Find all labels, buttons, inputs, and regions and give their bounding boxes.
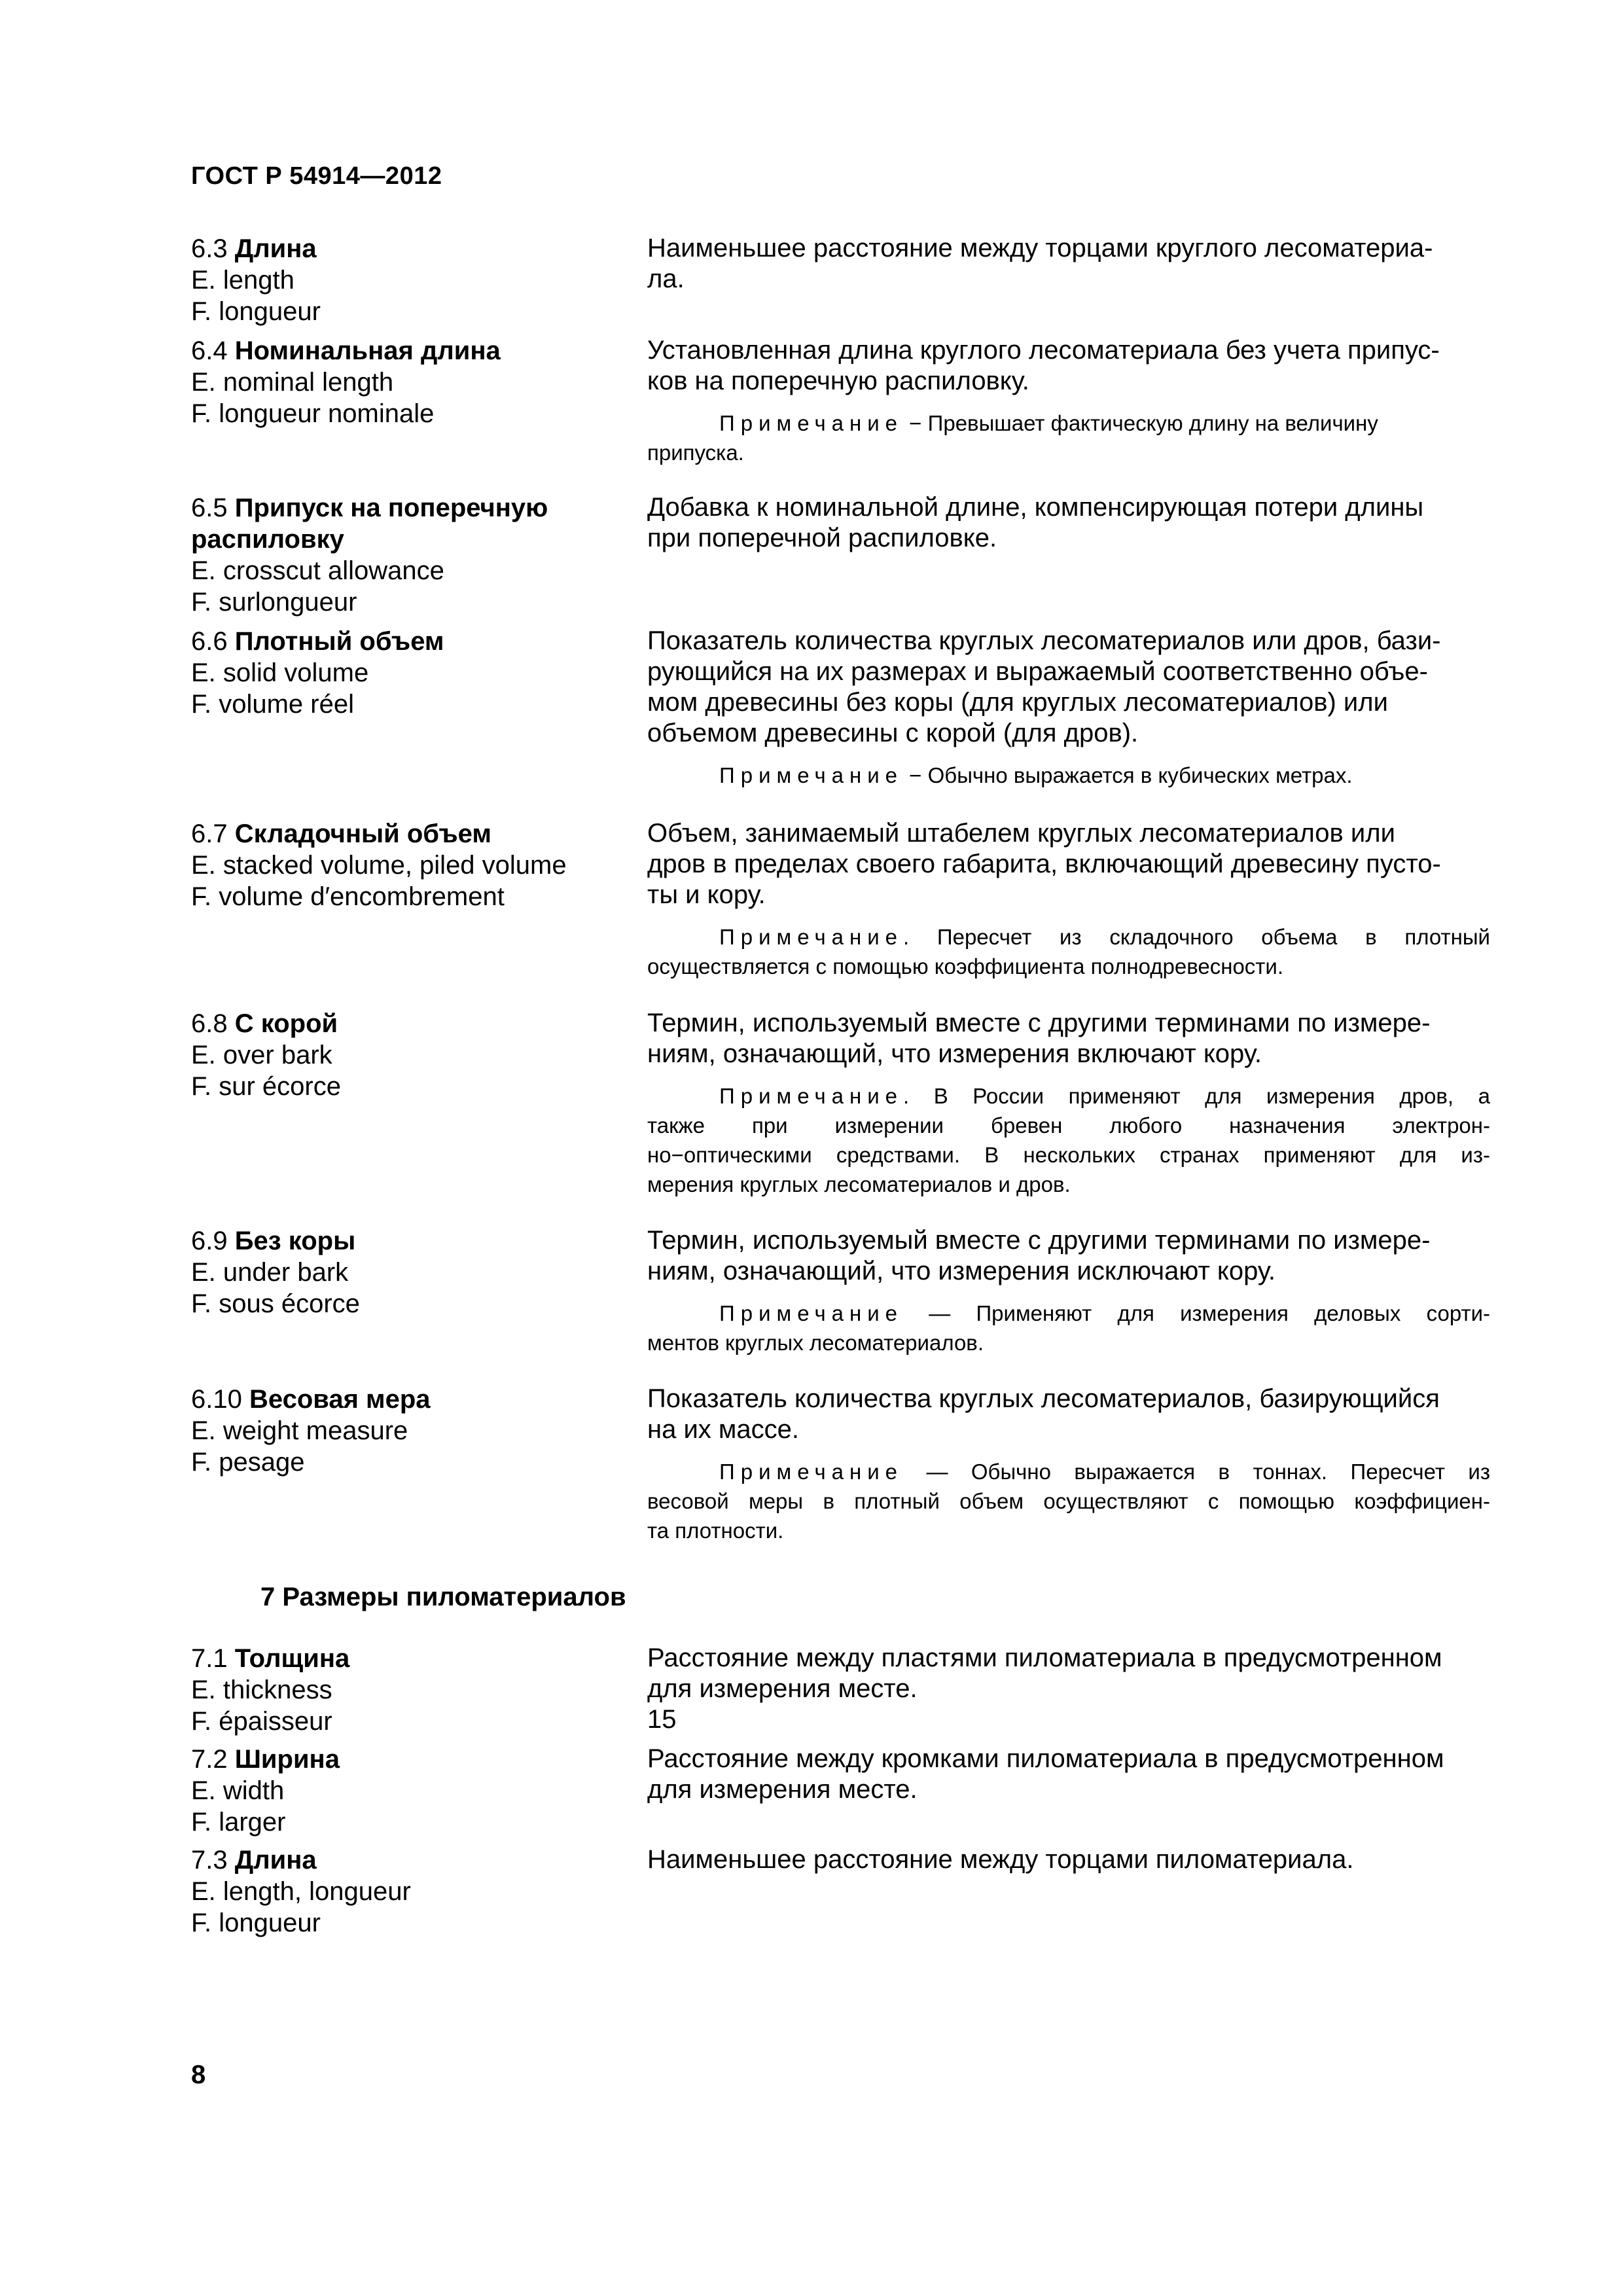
note — [647, 922, 1490, 981]
term-block — [191, 818, 623, 912]
definition-line: для измерения месте. — [647, 1674, 918, 1703]
note-text: — Применяют для измерения деловых сорти- — [903, 1301, 1490, 1325]
term-number: 7.3 — [191, 1846, 228, 1874]
term-name: Припуск на поперечную — [234, 493, 548, 522]
term-block — [191, 1384, 623, 1478]
section-heading: 7 Размеры пиломатериалов — [260, 1583, 626, 1611]
definition-line: на их массе. — [647, 1415, 800, 1444]
term-french: F. sous écorce — [191, 1289, 360, 1318]
note-text: . Пересчет из складочного объема в плотный — [903, 925, 1490, 949]
term-number: 6.8 — [191, 1009, 228, 1038]
term-english: E. length, longueur — [191, 1877, 411, 1906]
note-line: осуществляется с помощью коэффициента полнодревесности. — [647, 954, 1284, 978]
note — [647, 1457, 1490, 1545]
definition-line: Показатель количества круглых лесоматериалов или дров, бази- — [647, 626, 1441, 655]
term-number: 6.4 — [191, 336, 228, 365]
definition-line: Расстояние между кромками пиломатериала в предусмотренном — [647, 1744, 1444, 1773]
term-french: F. surlongueur — [191, 588, 357, 617]
term-english: E. solid volume — [191, 658, 369, 687]
term-french: F. sur écorce — [191, 1072, 341, 1101]
term-name: Длина — [234, 234, 317, 263]
term-block — [191, 492, 623, 618]
term-french: F. larger — [191, 1808, 286, 1837]
term-name: Номинальная длина — [234, 336, 501, 365]
term-english: E. under bark — [191, 1258, 349, 1287]
term-number: 6.6 — [191, 627, 228, 656]
definition-line: Термин, используемый вместе с другими терминами по измере- — [647, 1009, 1431, 1037]
note-line: та плотности. — [647, 1518, 784, 1543]
term-french: F. volume réel — [191, 690, 354, 719]
term-block — [191, 1225, 623, 1319]
term-french: F. longueur — [191, 297, 321, 326]
term-name: Толщина — [234, 1644, 350, 1673]
term-number: 6.3 — [191, 234, 228, 263]
definition-line: 15 — [647, 1705, 677, 1734]
term-block — [191, 1643, 623, 1737]
term-name: Без коры — [234, 1227, 356, 1255]
term-name: Плотный объем — [234, 627, 444, 656]
term-definition — [647, 1844, 1490, 1875]
note-text: − Обычно выражается в кубических метрах. — [903, 763, 1353, 787]
note — [647, 408, 1490, 467]
definition-line: Наименьшее расстояние между торцами пиломатериала. — [647, 1845, 1354, 1874]
note-line: но−оптическими средствами. В нескольких странах применяют для из- — [647, 1143, 1490, 1167]
note-label: Примечание — [719, 763, 904, 787]
term-english: E. width — [191, 1776, 285, 1805]
term-block — [191, 1844, 623, 1939]
note-line: также при измерении бревен любого назначения электрон- — [647, 1113, 1490, 1138]
term-english: E. thickness — [191, 1676, 332, 1704]
definition-line: ты и кору. — [647, 880, 766, 909]
note-label: Примечание — [719, 1084, 904, 1108]
term-block — [191, 1008, 623, 1102]
term-block — [191, 233, 623, 327]
definition-line: мом древесины без коры (для круглых лесоматериалов) или — [647, 688, 1388, 717]
definition-line: для измерения месте. — [647, 1775, 918, 1804]
note-text: — Обычно выражается в тоннах. Пересчет из — [903, 1460, 1490, 1484]
note-line: весовой меры в плотный объем осуществляют с помощью коэффициен- — [647, 1489, 1490, 1513]
note-label: Примечание — [719, 411, 904, 435]
term-definition — [647, 1643, 1490, 1735]
page-number: 8 — [191, 2060, 206, 2089]
term-name: Длина — [234, 1846, 317, 1874]
term-french: F. épaisseur — [191, 1707, 332, 1736]
term-english: E. length — [191, 266, 294, 295]
term-block — [191, 1744, 623, 1838]
term-definition — [647, 1008, 1490, 1199]
definition-line: Установленная длина круглого лесоматериала без учета припус- — [647, 336, 1440, 365]
term-definition — [647, 335, 1490, 467]
note-line: мерения круглых лесоматериалов и дров. — [647, 1172, 1071, 1196]
note-text: . В России применяют для измерения дров, а — [903, 1084, 1490, 1108]
note-line: припуска. — [647, 440, 744, 465]
note-text: − Превышает фактическую длину на величину — [903, 411, 1378, 435]
term-name: Ширина — [234, 1745, 340, 1774]
definition-line: при поперечной распиловке. — [647, 524, 997, 552]
definition-line: рующийся на их размерах и выражаемый соответственно объе- — [647, 657, 1428, 686]
definition-line: Объем, занимаемый штабелем круглых лесоматериалов или — [647, 819, 1395, 848]
term-name: С корой — [234, 1009, 338, 1038]
note-label: Примечание — [719, 1301, 904, 1325]
note — [647, 761, 1490, 790]
definition-line: ла. — [647, 264, 685, 293]
term-block — [191, 626, 623, 720]
note-label: Примечание — [719, 1460, 904, 1484]
definition-line: Наименьшее расстояние между торцами круглого лесоматериа- — [647, 234, 1433, 262]
note — [647, 1299, 1490, 1357]
term-english: E. nominal length — [191, 368, 394, 397]
term-name: Складочный объем — [234, 819, 491, 848]
term-name: Весовая мера — [249, 1385, 431, 1414]
definition-line: ков на поперечную распиловку. — [647, 367, 1029, 395]
term-definition — [647, 492, 1490, 554]
term-french: F. pesage — [191, 1448, 305, 1477]
definition-line: ниям, означающий, что измерения исключают кору. — [647, 1257, 1276, 1285]
term-definition — [647, 626, 1490, 790]
term-definition — [647, 1225, 1490, 1357]
term-name-continued: распиловку — [191, 525, 344, 554]
definition-line: ниям, означающий, что измерения включают кору. — [647, 1039, 1262, 1068]
definition-line: Расстояние между пластями пиломатериала в предусмотренном — [647, 1643, 1442, 1672]
term-french: F. volume d′encombrement — [191, 882, 505, 911]
term-definition — [647, 1744, 1490, 1805]
definition-line: Термин, используемый вместе с другими терминами по измере- — [647, 1226, 1431, 1255]
note-label: Примечание — [719, 925, 904, 949]
term-english: E. over bark — [191, 1041, 332, 1069]
term-number: 6.7 — [191, 819, 228, 848]
term-number: 6.10 — [191, 1385, 242, 1414]
term-number: 6.5 — [191, 493, 228, 522]
term-number: 6.9 — [191, 1227, 228, 1255]
definition-line: Добавка к номинальной длине, компенсирующая потери длины — [647, 493, 1424, 522]
term-french: F. longueur — [191, 1909, 321, 1937]
term-english: E. stacked volume, piled volume — [191, 851, 567, 880]
term-french: F. longueur nominale — [191, 399, 435, 428]
definition-line: Показатель количества круглых лесоматериалов, базирующийся — [647, 1384, 1440, 1413]
term-definition — [647, 818, 1490, 981]
note-line: ментов круглых лесоматериалов. — [647, 1331, 984, 1355]
definition-line: дров в пределах своего габарита, включающий древесину пусто- — [647, 850, 1441, 878]
term-english: E. crosscut allowance — [191, 556, 444, 585]
definition-line: объемом древесины с корой (для дров). — [647, 719, 1139, 747]
term-english: E. weight measure — [191, 1416, 408, 1445]
document-number: ГОСТ Р 54914—2012 — [191, 162, 442, 190]
term-number: 7.2 — [191, 1745, 228, 1774]
term-block — [191, 335, 623, 429]
term-definition — [647, 233, 1490, 295]
term-number: 7.1 — [191, 1644, 228, 1673]
term-definition — [647, 1384, 1490, 1545]
note — [647, 1081, 1490, 1199]
